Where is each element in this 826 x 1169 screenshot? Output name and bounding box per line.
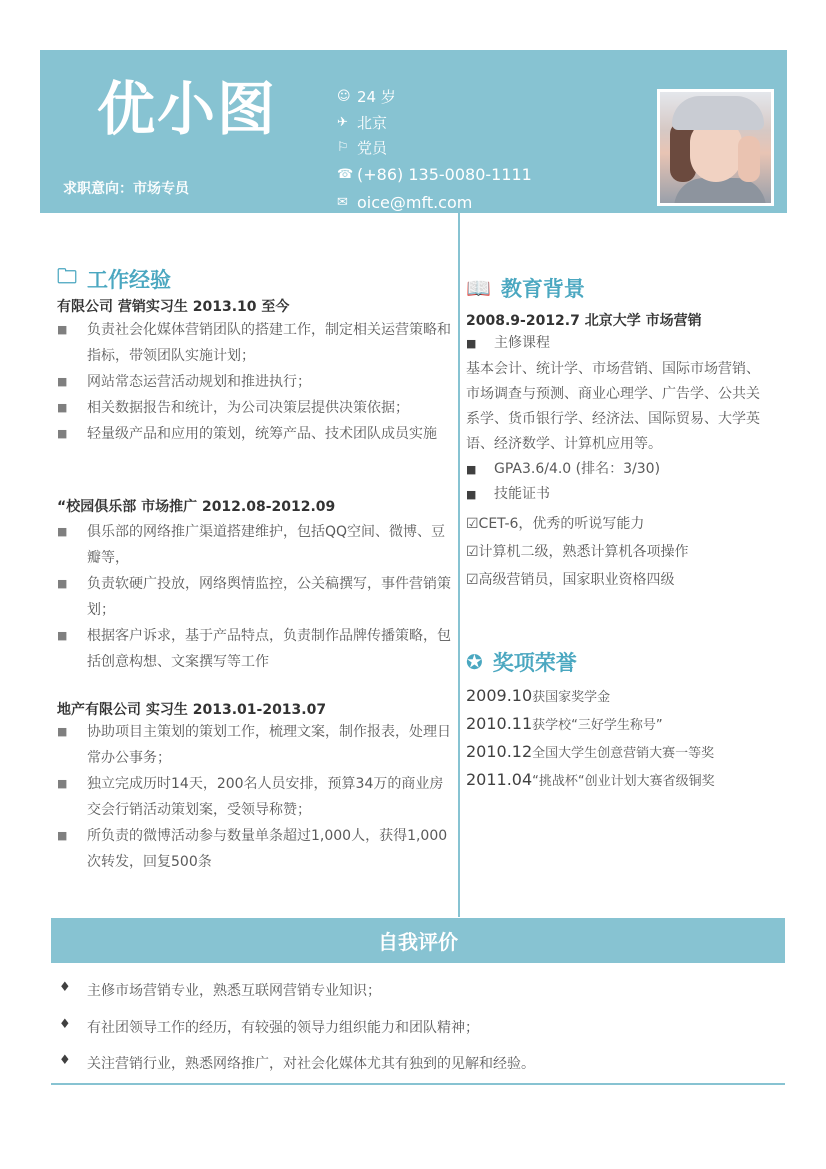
eval-item: ♦ 主修市场营销专业，熟悉互联网营销专业知识； <box>59 980 381 999</box>
phone-icon: ☎ <box>337 167 354 182</box>
square-bullet-icon: ■ <box>57 829 68 842</box>
square-bullet-icon: ■ <box>466 463 477 476</box>
gpa-line: ■ GPA3.6/4.0 (排名：3/30) <box>466 457 660 482</box>
square-bullet-icon: ■ <box>57 375 68 388</box>
email-text: oice@mft.com <box>357 193 473 212</box>
square-bullet-icon: ■ <box>57 629 68 642</box>
candidate-name: 优小图 <box>97 75 278 143</box>
education-title-text: 教育背景 <box>500 277 585 301</box>
job-intent: 求职意向：市场专员 <box>63 181 189 197</box>
age-text: 24 岁 <box>357 88 396 107</box>
list-item: ■ 负责社会化媒体营销团队的搭建工作，制定相关运营策略和指标，带领团队实施计划； <box>57 317 452 369</box>
award-item: 2011.04“挑战杯“创业计划大赛省级铜奖 <box>466 770 715 789</box>
list-item: ■ 负责软硬广投放，网络舆情监控，公关稿撰写，事件营销策划； <box>57 571 452 623</box>
flag-icon: ⚐ <box>337 140 349 156</box>
folder-icon: 🗀 <box>57 264 77 288</box>
eval-item: ♦ 关注营销行业，熟悉网络推广，对社会化媒体尤其有独到的见解和经验。 <box>59 1053 535 1072</box>
awards-title-text: 奖项荣誉 <box>492 651 577 675</box>
list-item: ■ 独立完成历时14天，200名人员安排，预算34万的商业房交会行销活动策划案，受领导称赞； <box>57 771 452 823</box>
phone-text: (+86) 135-0080-1111 <box>357 165 532 184</box>
contact-city <box>337 110 532 136</box>
award-item: 2010.12全国大学生创意营销大赛一等奖 <box>466 742 715 761</box>
mail-icon: ✉ <box>337 195 348 210</box>
square-bullet-icon: ■ <box>57 525 68 538</box>
award-item: 2009.10获国家奖学金 <box>466 686 611 705</box>
contact-email <box>337 189 532 217</box>
contact-list <box>337 84 532 217</box>
job-3-head: 地产有限公司 实习生 2013.01-2013.07 <box>57 702 327 718</box>
bottom-divider <box>51 1083 785 1085</box>
square-bullet-icon: ■ <box>57 577 68 590</box>
skills-label: ■ 技能证书 <box>466 482 550 507</box>
job-3-list <box>57 719 452 875</box>
header-banner <box>40 50 787 213</box>
list-item: ■ 所负责的微博活动参与数量单条超过1,000人，获得1,000次转发，回复500条 <box>57 823 452 875</box>
job-2-list <box>57 519 452 675</box>
courses-label: ■ 主修课程 <box>466 331 550 356</box>
smile-icon: ☺ <box>337 89 351 105</box>
job-1-head: 有限公司 营销实习生 2013.10 至今 <box>57 299 290 315</box>
work-title-text: 工作经验 <box>87 268 171 292</box>
list-item: ■ 俱乐部的网络推广渠道搭建维护，包括QQ空间、微博、豆瓣等， <box>57 519 452 571</box>
square-bullet-icon: ■ <box>57 427 68 440</box>
cert-item: ☑CET-6，优秀的听说写能力 <box>466 516 645 532</box>
book-icon: 📖 <box>466 276 491 300</box>
square-bullet-icon: ■ <box>57 323 68 336</box>
self-eval-title: 自我评价 <box>378 930 458 954</box>
star-badge-icon: ✪ <box>466 650 483 674</box>
education-section-title <box>466 273 585 303</box>
diamond-icon: ♦ <box>59 1053 71 1068</box>
contact-party <box>337 135 532 161</box>
square-bullet-icon: ■ <box>57 777 68 790</box>
contact-phone <box>337 161 532 189</box>
square-bullet-icon: ■ <box>466 488 477 501</box>
party-text: 党员 <box>357 139 388 158</box>
column-divider <box>458 213 460 917</box>
profile-photo <box>657 89 774 206</box>
job-1-list <box>57 317 452 447</box>
list-item: ■ 相关数据报告和统计，为公司决策层提供决策依据； <box>57 395 452 421</box>
courses-text: 基本会计、统计学、市场营销、国际市场营销、市场调查与预测、商业心理学、广告学、公共关系学、货币银行学、经济法、国际贸易、大学英语、经济数学、计算机应用等。 <box>466 361 760 452</box>
award-item: 2010.11获学校“三好学生称号” <box>466 714 663 733</box>
square-bullet-icon: ■ <box>466 337 477 350</box>
eval-item: ♦ 有社团领导工作的经历，有较强的领导力组织能力和团队精神； <box>59 1017 479 1036</box>
cert-item: ☑计算机二级，熟悉计算机各项操作 <box>466 544 689 560</box>
plane-icon: ✈ <box>337 114 348 130</box>
self-eval-band <box>51 918 785 963</box>
list-item: ■ 轻量级产品和应用的策划，统筹产品、技术团队成员实施 <box>57 421 452 447</box>
job-2-head: “校园俱乐部 市场推广 2012.08-2012.09 <box>57 499 336 515</box>
square-bullet-icon: ■ <box>57 725 68 738</box>
list-item: ■ 根据客户诉求，基于产品特点，负责制作品牌传播策略，包括创意构想、文案撰写等工作 <box>57 623 452 675</box>
contact-age <box>337 84 532 110</box>
work-section-title <box>57 262 171 296</box>
diamond-icon: ♦ <box>59 980 71 995</box>
diamond-icon: ♦ <box>59 1017 71 1032</box>
awards-section-title <box>466 647 577 677</box>
city-text: 北京 <box>357 113 388 132</box>
list-item: ■ 协助项目主策划的策划工作，梳理文案，制作报表，处理日常办公事务； <box>57 719 452 771</box>
square-bullet-icon: ■ <box>57 401 68 414</box>
list-item: ■ 网站常态运营活动规划和推进执行； <box>57 369 452 395</box>
cert-item: ☑高级营销员，国家职业资格四级 <box>466 572 675 588</box>
education-head: 2008.9-2012.7 北京大学 市场营销 <box>466 313 702 329</box>
